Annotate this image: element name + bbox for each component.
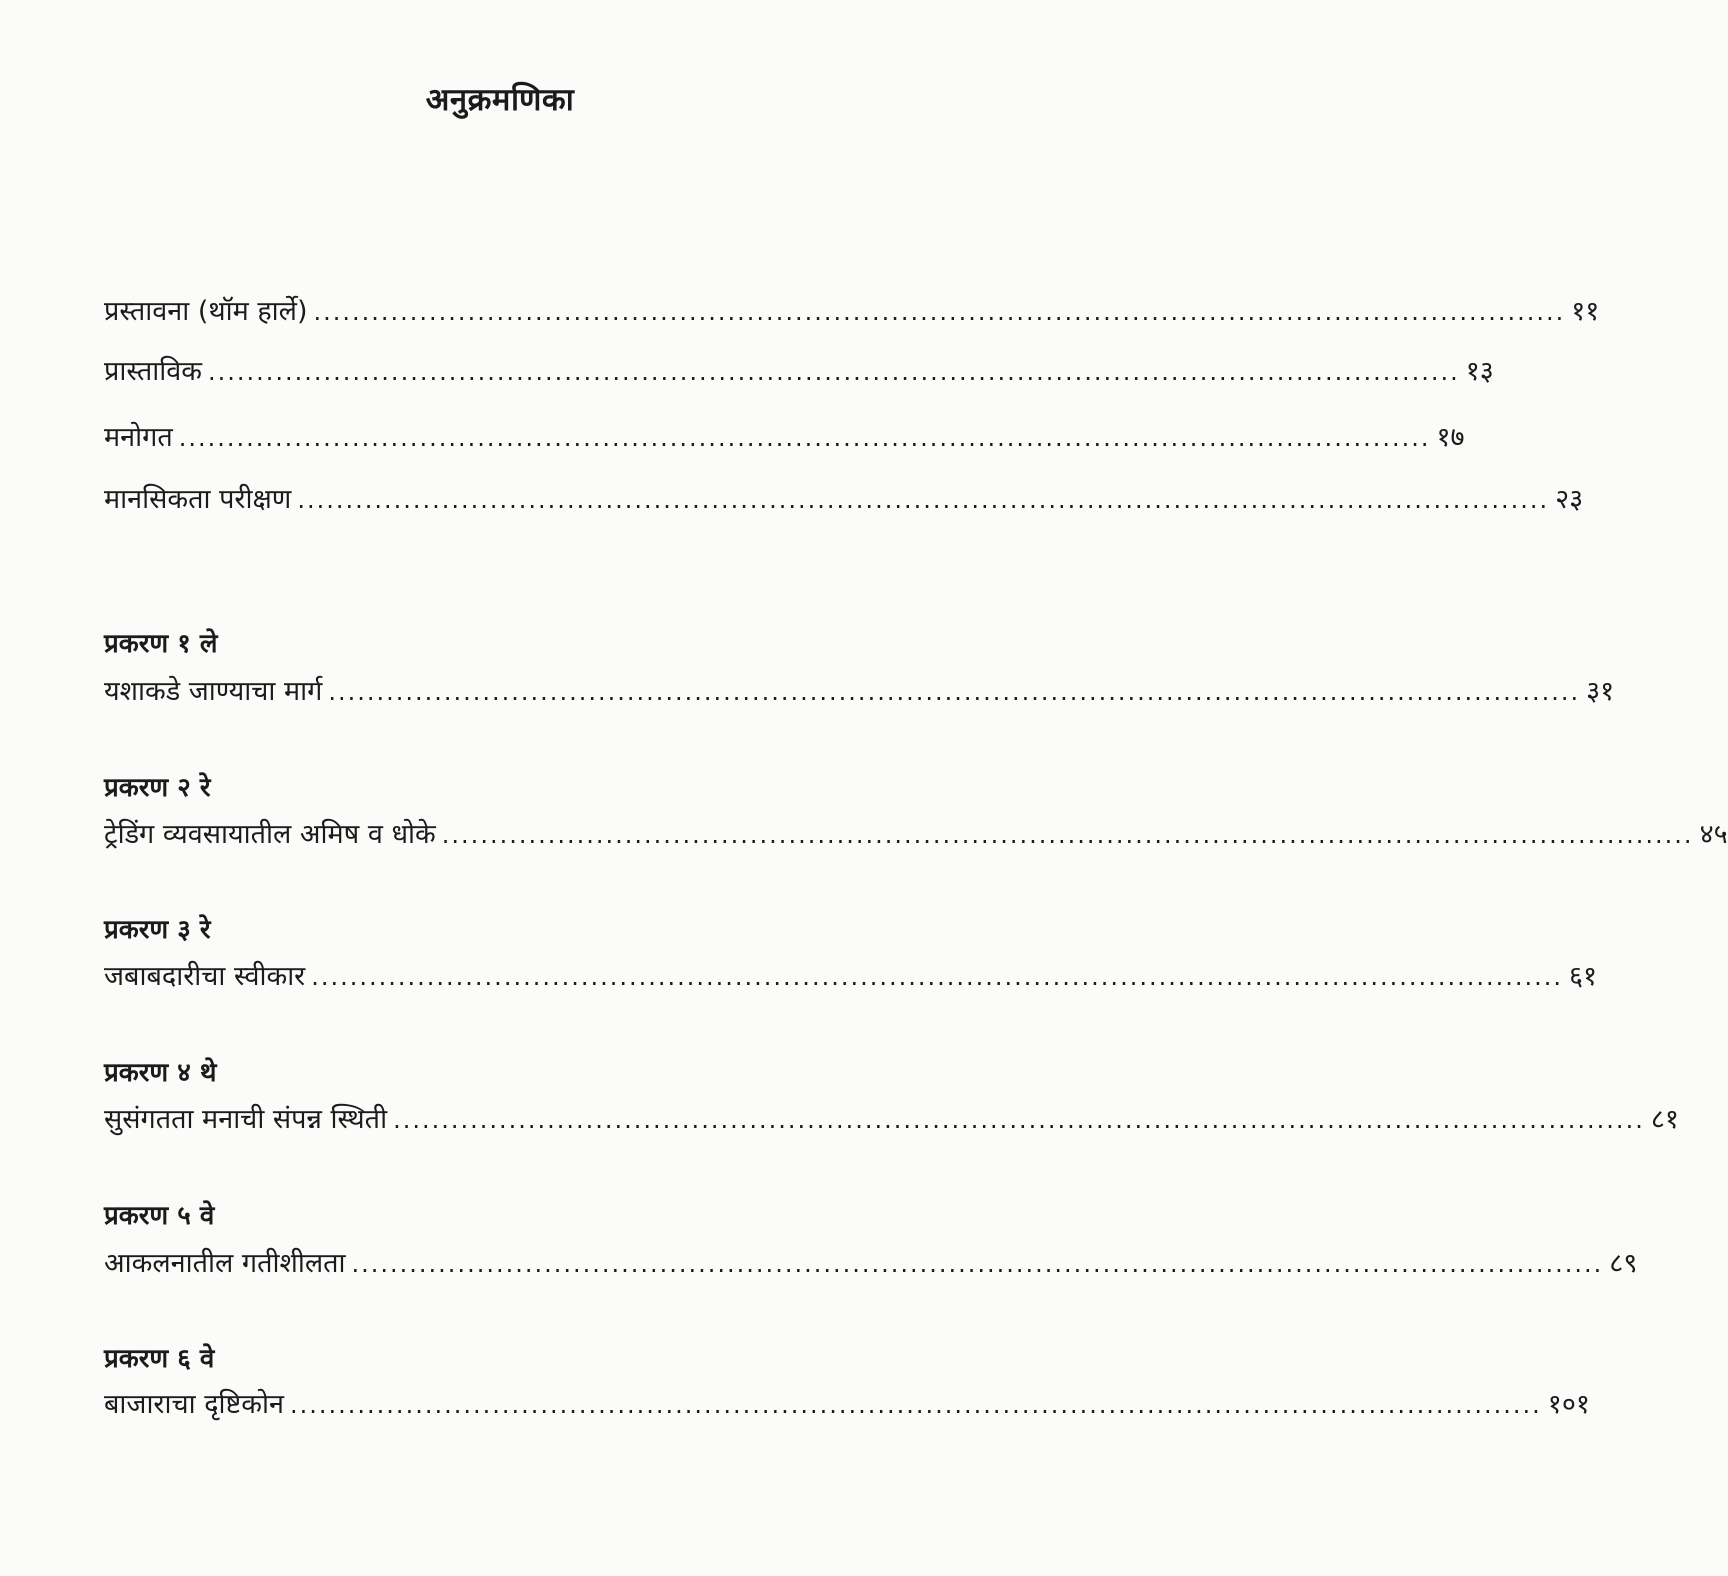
toc-entry-page: १०१ [1547, 1389, 1590, 1420]
chapter-heading-4: प्रकरण ४ थे [104, 1058, 217, 1088]
toc-entry-label: आकलनातील गतीशीलता [104, 1248, 346, 1279]
chapter-heading-3: प्रकरण ३ रे [104, 915, 211, 945]
toc-entry-page: ६१ [1569, 961, 1598, 992]
toc-entry-chapter-4[interactable] [104, 1100, 1679, 1140]
leader-dots: .................................................................................................................................. [328, 678, 1581, 706]
chapter-heading-2: प्रकरण २ रे [104, 773, 211, 803]
toc-entry-chapter-2[interactable] [104, 815, 1728, 855]
toc-entry-front-1[interactable] [104, 292, 1600, 332]
leader-dots: .................................................................................................................................. [311, 963, 1563, 991]
chapter-heading-5: प्रकरण ५ वे [104, 1201, 215, 1231]
toc-entry-front-2[interactable] [104, 352, 1494, 392]
leader-dots: .................................................................................................................................. [207, 358, 1460, 386]
toc-entry-label: मनोगत [104, 422, 173, 453]
leader-dots: .................................................................................................................................. [351, 1250, 1604, 1278]
toc-entry-page: ४५ [1699, 819, 1728, 850]
toc-entry-chapter-3[interactable] [104, 957, 1598, 997]
toc-entry-page: १३ [1465, 356, 1494, 387]
page-title: अनुक्रमणिका [425, 82, 575, 118]
toc-entry-page: ११ [1571, 296, 1600, 327]
leader-dots: .................................................................................................................................. [393, 1106, 1645, 1134]
toc-entry-chapter-5[interactable] [104, 1244, 1638, 1284]
leader-dots: .................................................................................................................................. [313, 298, 1566, 326]
toc-entry-label: जबाबदारीचा स्वीकार [104, 961, 306, 992]
toc-entry-page: ८१ [1650, 1104, 1679, 1135]
leader-dots: .................................................................................................................................. [290, 1391, 1542, 1419]
toc-entry-front-3[interactable] [104, 418, 1465, 458]
toc-entry-chapter-6[interactable] [104, 1385, 1590, 1425]
toc-entry-front-4[interactable] [104, 480, 1584, 520]
toc-entry-label: यशाकडे जाण्याचा मार्ग [104, 676, 323, 707]
toc-entry-label: प्रस्तावना (थॉम हार्ले) [104, 296, 308, 327]
toc-entry-page: ८९ [1609, 1248, 1638, 1279]
toc-entry-chapter-1[interactable] [104, 672, 1615, 712]
toc-entry-label: बाजाराचा दृष्टिकोन [104, 1389, 285, 1420]
leader-dots: .................................................................................................................................. [297, 486, 1550, 514]
toc-entry-page: २३ [1555, 484, 1584, 515]
leader-dots: .................................................................................................................................. [178, 424, 1431, 452]
toc-entry-label: ट्रेडिंग व्यवसायातील अमिष व धोके [104, 819, 436, 850]
chapter-heading-1: प्रकरण १ ले [104, 629, 218, 659]
chapter-heading-6: प्रकरण ६ वे [104, 1344, 215, 1374]
toc-entry-label: प्रास्ताविक [104, 356, 202, 387]
toc-entry-page: १७ [1436, 422, 1465, 453]
leader-dots: .................................................................................................................................. [441, 821, 1694, 849]
toc-entry-page: ३१ [1586, 676, 1615, 707]
toc-entry-label: मानसिकता परीक्षण [104, 484, 292, 515]
toc-entry-label: सुसंगतता मनाची संपन्न स्थिती [104, 1104, 388, 1135]
